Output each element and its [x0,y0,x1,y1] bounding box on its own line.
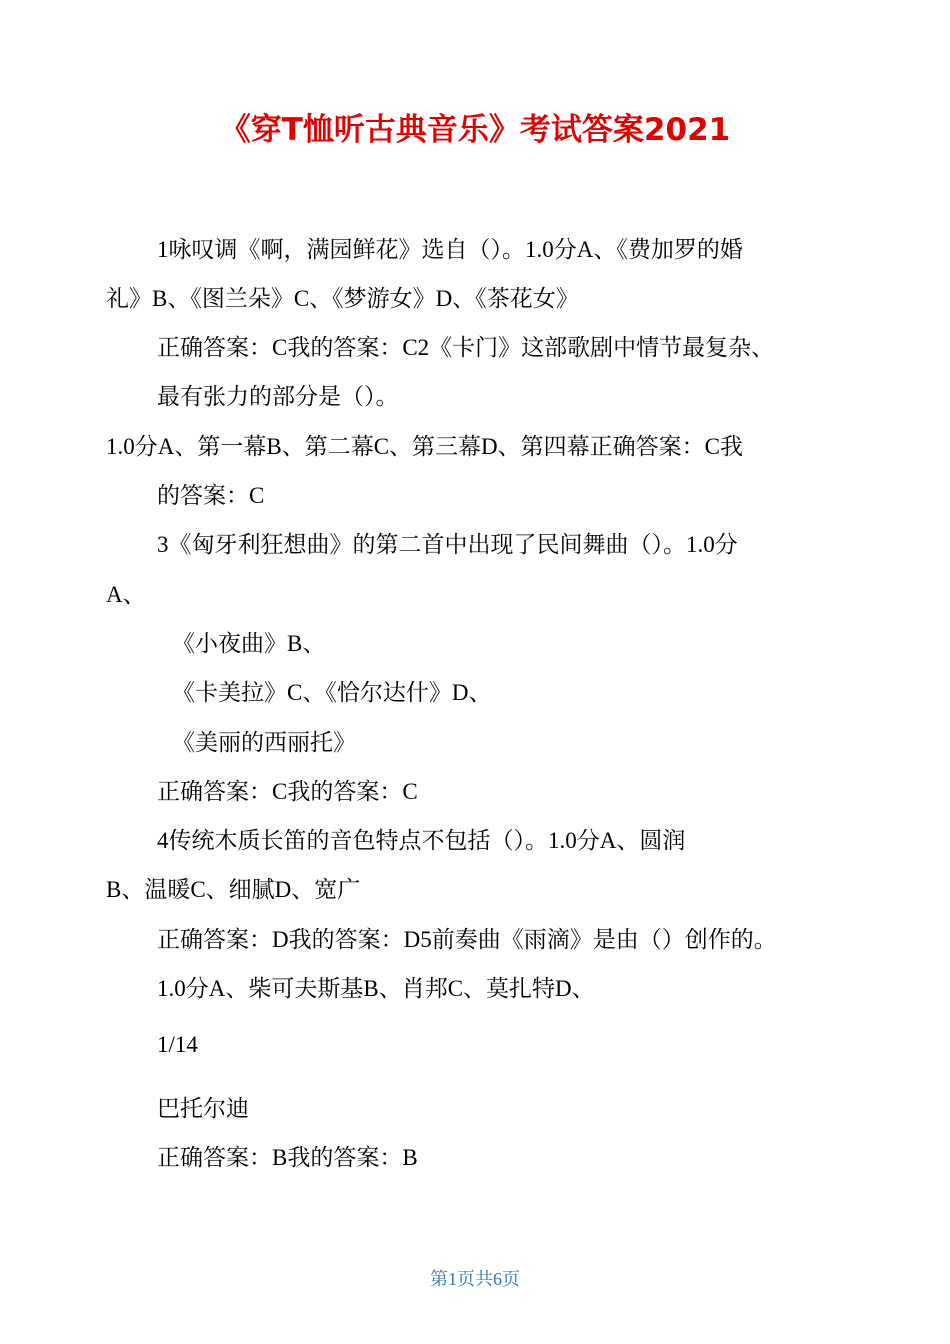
text-line: 4传统木质长笛的音色特点不包括（）。1.0分A、圆润 [157,828,686,853]
text-line: 正确答案：D我的答案：D5前奏曲《雨滴》是由（）创作的。 [157,927,777,952]
text-line: 《美丽的西丽托》 [172,730,356,755]
text-line: 礼》B、《图兰朵》C、《梦游女》D、《茶花女》 [106,286,579,311]
text-line: 1.0分A、第一幕B、第二幕C、第三幕D、第四幕正确答案：C我 [106,434,743,459]
text-line: 1咏叹调《啊，满园鲜花》选自（）。1.0分A、《费加罗的婚 [157,237,743,262]
text-line: 正确答案：C我的答案：C [157,779,418,804]
page-fraction: 1/14 [157,1032,198,1057]
text-line: 的答案：C [157,483,265,508]
text-line: B、温暖C、细腻D、宽广 [106,877,361,902]
text-line: A、 [106,582,146,607]
text-line: 《卡美拉》C、《恰尔达什》D、 [172,680,492,705]
text-line: 《小夜曲》B、 [172,631,326,656]
text-line: 正确答案：C我的答案：C2《卡门》这部歌剧中情节最复杂、 [157,335,775,360]
text-line: 最有张力的部分是（）。 [157,384,399,409]
text-line: 正确答案：B我的答案：B [157,1145,418,1170]
text-line: 3《匈牙利狂想曲》的第二首中出现了民间舞曲（）。1.0分 [157,532,738,557]
text-line: 巴托尔迪 [157,1096,249,1121]
text-line: 1.0分A、柴可夫斯基B、肖邦C、莫扎特D、 [157,976,595,1001]
page-footer: 第1页共6页 [430,1269,520,1289]
document-title: 《穿T恤听古典音乐》考试答案2021 [219,112,731,148]
